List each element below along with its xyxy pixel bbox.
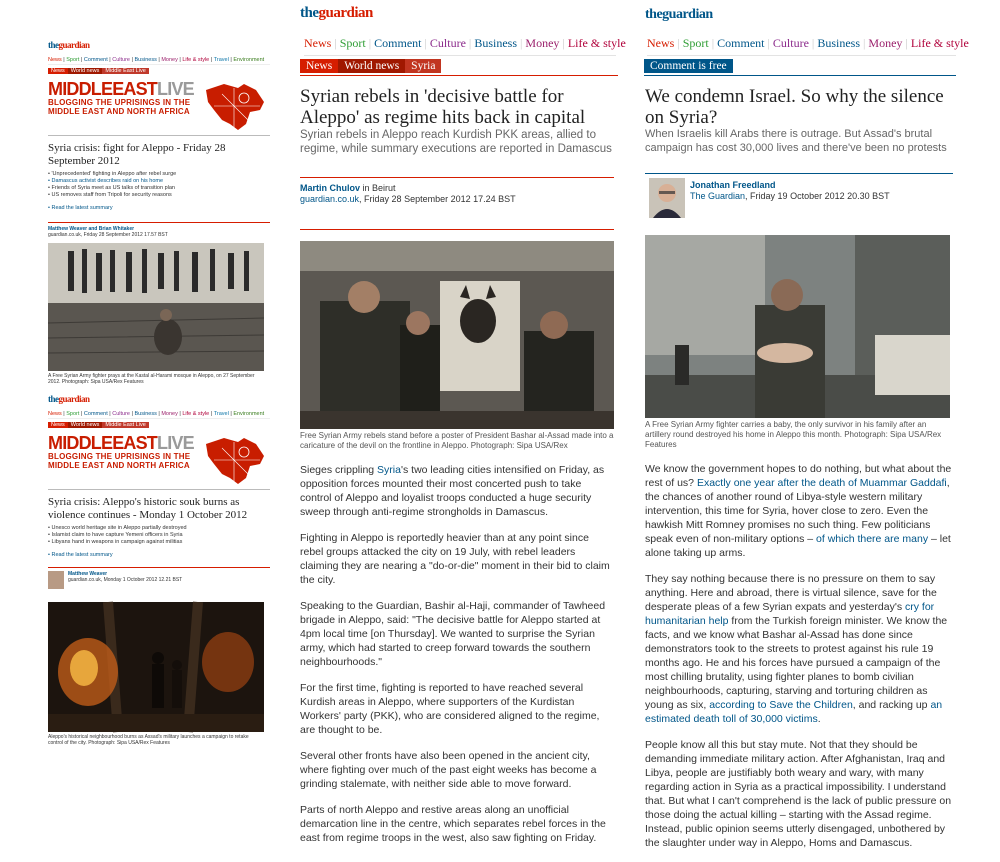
death-toll-link[interactable]: an estimated death toll of 30,000 victims — [645, 699, 943, 725]
crumb-comment-is-free[interactable]: Comment is free — [644, 59, 733, 73]
headline: Syria crisis: fight for Aleppo - Friday 28 September 2012 — [48, 142, 226, 167]
crumb-news[interactable]: News — [300, 59, 338, 73]
author-avatar — [649, 178, 685, 218]
nav-comment[interactable]: Comment — [374, 36, 422, 50]
nav-travel[interactable]: Travel — [213, 57, 229, 63]
banner-title: MIDDLEEASTLIVE — [48, 79, 194, 99]
headline: Syrian rebels in 'decisive battle for Aleppo' as regime hits back in capital — [300, 86, 586, 128]
divider — [300, 229, 614, 230]
nav-comment[interactable]: Comment — [83, 57, 108, 63]
left-column — [44, 0, 270, 774]
section-nav: News | Sport | Comment | Culture | Business | Money | Life & style | Travel | Environment — [48, 411, 270, 419]
crumb-syria[interactable]: Syria — [405, 59, 441, 73]
nav-money[interactable]: Money — [868, 36, 903, 50]
fighter-baby-photo — [645, 235, 950, 418]
nav-money[interactable]: Money — [525, 36, 560, 50]
crumb-news[interactable]: News — [48, 68, 68, 74]
section-nav: News | Sport | Comment | Culture | Business | Money | Life & style — [304, 36, 616, 56]
paragraph: Speaking to the Guardian, Bashir al-Haji, commander of Tawheed brigade in Aleppo, said: "The decisive battle for Aleppo started at 4pm local time [on Thursday]. We wanted to surprise the Syrian army, which had started to creep forward towards the southern neighbourhoods." — [300, 600, 606, 668]
help-link[interactable]: help — [708, 615, 729, 627]
nav-sport[interactable]: Sport — [339, 36, 366, 50]
nav-environment[interactable]: Environment — [233, 411, 265, 417]
banner-sub-1: BLOGGING THE UPRISINGS IN THE — [48, 452, 191, 461]
list-item: • Friends of Syria meet as US talks of transition plan — [48, 185, 175, 191]
list-item[interactable]: • Damascus activist describes raid on his home — [48, 178, 164, 184]
nav-sport[interactable]: Sport — [66, 57, 80, 63]
paragraph: People know all this but stay mute. Not that they should be demanding immediate military action. After Afghanistan, Iraq and Libya, people are justifiably both weary and wary, with many regarding action in Syria as a practical impossibility. I understand that. But what I can't comprehend is the lack of public pressure on those doing the actual killing – starting with the Assad regime. Instead, public opinion seems utterly disengaged, unbothered by the slaughter under way in Aleppo, Homs and Damascus. — [645, 739, 952, 849]
crumb-news[interactable]: News — [48, 422, 68, 428]
article-body — [645, 462, 953, 862]
byline: Matthew Weaver guardian.co.uk, Monday 1 October 2012 12.21 BST — [48, 567, 270, 591]
paragraph: They say nothing because there is no pressure on them to say anything. Here and abroad, there is virtual silence, save for the desperate pleas of a few Syrian expats and yesterday's cry for humanitarian help from the Turkish foreign minister. We know the facts, and we know what Bashar al-Assad has done since demonstrators took to the streets to protest against his rule 19 months ago. He and his forces have pursued a campaign of the most chilling brutality, using fighter planes to bomb civilian neighbourhoods, capturing, starving and torturing children as young as six, according to Save the Children, and racking up an estimated death toll of 30,000 victims. — [645, 573, 948, 725]
divider — [645, 173, 953, 174]
middle-east-live-banner — [48, 80, 270, 136]
banner-sub-2: MIDDLE EAST AND NORTH AFRICA — [48, 461, 190, 470]
save-the-children-link[interactable]: according to Save the Children — [709, 699, 853, 711]
souk-fire-photo — [48, 602, 264, 732]
nav-sport[interactable]: Sport — [66, 411, 80, 417]
guardian-logo[interactable]: theguardian — [48, 40, 90, 50]
nav-life-style[interactable]: Life & style — [910, 36, 969, 50]
author-link[interactable]: Martin Chulov — [300, 183, 360, 193]
section-nav: News | Sport | Comment | Culture | Business | Money | Life & style — [647, 36, 956, 56]
crumb-world-news[interactable]: World news — [68, 68, 103, 74]
paragraph: For the first time, fighting is reported to have reached several Kurdish areas in Aleppo, where supporters of the Kurdistan Workers' party (PKK), who are considered aligned to the regime, are thought to be. — [300, 682, 600, 736]
nav-business[interactable]: Business — [134, 411, 157, 417]
gaddafi-link[interactable]: Exactly one year after the death of Muammar Gaddafi — [696, 477, 947, 489]
nav-comment[interactable]: Comment — [717, 36, 765, 50]
middle-east-live-banner — [48, 434, 270, 490]
nav-culture[interactable]: Culture — [429, 36, 466, 50]
nav-environment[interactable]: Environment — [233, 57, 265, 63]
list-item: • 'Unprecedented' fighting in Aleppo after rebel surge — [48, 171, 177, 177]
banner-sub-1: BLOGGING THE UPRISINGS IN THE — [48, 98, 191, 107]
read-summary-link[interactable]: • Read the latest summary — [48, 552, 113, 558]
byline: Martin Chulov in Beirut guardian.co.uk, Friday 28 September 2012 17.24 BST — [300, 177, 614, 205]
nav-culture[interactable]: Culture — [112, 57, 130, 63]
mini-article-2 — [48, 394, 270, 591]
author-link[interactable]: Jonathan Freedland — [690, 180, 776, 190]
humanitarian-link[interactable]: cry for humanitarian — [645, 601, 935, 627]
middle-article — [298, 0, 626, 844]
mini-article-1 — [48, 40, 270, 238]
crumb-middle-east-live[interactable]: Middle East Live — [102, 68, 148, 74]
list-item: • Unesco world heritage site in Aleppo partially destroyed — [48, 525, 187, 531]
site-link[interactable]: The Guardian — [690, 191, 746, 201]
article-body — [300, 463, 614, 857]
rebels-photo — [300, 241, 614, 429]
banner-title: MIDDLEEASTLIVE — [48, 433, 194, 453]
breadcrumb — [48, 422, 270, 430]
nav-travel[interactable]: Travel — [213, 411, 229, 417]
photo-caption: A Free Syrian Army fighter carries a baby, the only survivor in his family after an artillery round destroyed his home in Aleppo this month. Photograph: Sipa USA/Rex Features — [645, 420, 942, 449]
breadcrumb — [644, 59, 956, 76]
standfirst: When Israelis kill Arabs there is outrage. But Assad's brutal campaign has cost 30,000 lives and there've been no protests — [645, 128, 947, 154]
paragraph: Several other fronts have also been opened in the ancient city, where fighting over much of the past eight weeks has become a grinding stalemate, with neither side able to move forward. — [300, 750, 597, 790]
photo-caption: A Free Syrian Army fighter prays at the Kastal al-Harami mosque in Aleppo, on 27 September 2012. Photograph: Sipa USA/Rex Features — [48, 373, 255, 385]
summary-list — [48, 171, 270, 199]
nav-life-style[interactable]: Life & style — [182, 57, 210, 63]
nav-money[interactable]: Money — [161, 411, 178, 417]
headline: Syria crisis: Aleppo's historic souk burns as violence continues - Monday 1 October 2012 — [48, 496, 248, 521]
list-item: • US removes staff from Tripoli for security reasons — [48, 192, 172, 198]
syria-link[interactable]: Syria — [377, 464, 401, 476]
right-article — [644, 0, 969, 849]
paragraph: We know the government hopes to do nothing, but what about the rest of us? Exactly one year after the death of Muammar Gaddafi, the chances of another round of Libya-style western military intervention, this time for Syria, hover close to zero. Even the hawkish Mitt Romney promises no such thing. Few politicians speak even of non-military options – of which there are many – let alone taking up arms. — [645, 463, 952, 559]
standfirst: Syrian rebels in Aleppo reach Kurdish PKK areas, allied to regime, while summary executions are reported in Damascus — [300, 129, 612, 155]
nav-life-style[interactable]: Life & style — [182, 411, 210, 417]
nav-comment[interactable]: Comment — [83, 411, 108, 417]
nav-news[interactable]: News — [304, 36, 332, 50]
guardian-logo[interactable]: theguardian — [645, 7, 713, 22]
crumb-world-news[interactable]: World news — [338, 59, 405, 73]
byline: Jonathan Freedland The Guardian, Friday 19 October 2012 20.30 BST — [690, 180, 890, 201]
nav-life-style[interactable]: Life & style — [567, 36, 626, 50]
headline: We condemn Israel. So why the silence on Syria? — [645, 86, 944, 128]
list-item: • Libyans hand in weapons in campaign against militias — [48, 539, 183, 545]
options-link[interactable]: of which there are many — [816, 533, 929, 545]
breadcrumb — [300, 59, 618, 76]
nav-money[interactable]: Money — [161, 57, 178, 63]
read-summary-link[interactable]: • Read the latest summary — [48, 205, 113, 211]
guardian-logo[interactable]: theguardian — [300, 5, 373, 21]
site-link[interactable]: guardian.co.uk — [300, 194, 360, 204]
nav-culture[interactable]: Culture — [772, 36, 809, 50]
photo-caption: Free Syrian Army rebels stand before a poster of President Bashar al-Assad made into a caricature of the devil on the frontline in Aleppo. Photograph: Sipa USA/Rex — [300, 431, 614, 450]
summary-list — [48, 525, 270, 546]
photo-caption: Aleppo's historical neighbourhood burns as Assad's military launches a campaign to retake control of the city. Photograph: Sipa USA/Rex Features — [48, 734, 249, 746]
byline: Matthew Weaver and Brian Whitaker guardian.co.uk, Friday 28 September 2012 17.57 BST — [48, 222, 270, 238]
nav-business[interactable]: Business — [817, 36, 860, 50]
section-nav: News | Sport | Comment | Culture | Business | Money | Life & style | Travel | Environment — [48, 57, 270, 65]
guardian-logo[interactable]: theguardian — [48, 394, 90, 404]
nav-sport[interactable]: Sport — [682, 36, 709, 50]
nav-news[interactable]: News — [48, 411, 62, 417]
breadcrumb — [48, 68, 270, 76]
crumb-middle-east-live[interactable]: Middle East Live — [102, 422, 148, 428]
crumb-world-news[interactable]: World news — [68, 422, 103, 428]
map-graphic-icon — [204, 80, 266, 132]
nav-culture[interactable]: Culture — [112, 411, 130, 417]
banner-sub-2: MIDDLE EAST AND NORTH AFRICA — [48, 107, 190, 116]
nav-news[interactable]: News — [647, 36, 675, 50]
author-avatar — [48, 571, 64, 589]
paragraph: Parts of north Aleppo and restive areas along an unofficial demarcation line in the centre, which separates rebel forces in the east from regime troops in the west, also saw fighting on Friday. — [300, 804, 606, 844]
paragraph: Fighting in Aleppo is reportedly heavier than at any point since rebel groups attacked the city on 19 July, with rebel leaders claiming they are nearing a "do-or-die" moment in their bid to claim the city. — [300, 532, 610, 586]
map-graphic-icon — [204, 434, 266, 486]
paragraph: Sieges crippling Syria's two leading cities intensified on Friday, as opposition forces mounted their most concerted push to take control of Aleppo and loyalist troops conducted a huge security sweep through anti-regime strongholds in Damascus. — [300, 464, 605, 518]
mosque-photo — [48, 243, 264, 371]
nav-business[interactable]: Business — [474, 36, 517, 50]
nav-business[interactable]: Business — [134, 57, 157, 63]
nav-news[interactable]: News — [48, 57, 62, 63]
list-item: • Islamist claim to have capture Yemeni officers in Syria — [48, 532, 183, 538]
